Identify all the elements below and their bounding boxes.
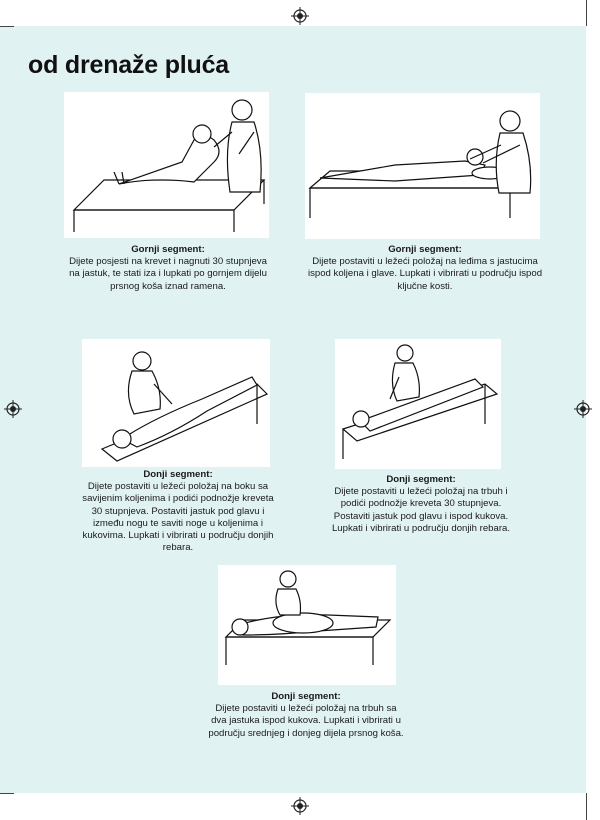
illustration-prone-tilted-drainage	[335, 339, 501, 469]
caption-heading: Donji segment:	[143, 469, 213, 480]
registration-mark-icon	[291, 797, 309, 815]
registration-mark-icon	[4, 400, 22, 418]
caption-text: Dijete postaviti u ležeći položaj na leđima s jastucima ispod koljena i glave. Lupkati i vibrirati u području ispod ključne kosti.	[307, 256, 543, 292]
registration-mark-icon	[574, 400, 592, 418]
caption-heading: Donji segment:	[271, 691, 341, 702]
illustration-prone-flat-drainage	[218, 565, 396, 685]
caption-heading: Gornji segment:	[388, 244, 462, 255]
trim-mark	[586, 793, 587, 820]
caption-card-4	[330, 474, 512, 535]
trim-mark	[586, 0, 587, 26]
caption-card-2	[305, 244, 545, 293]
illustration-supine-drainage	[305, 93, 540, 239]
caption-text: Dijete postaviti u ležeći položaj na trbuh sa dva jastuka ispod kukova. Lupkati i vibrirati u području srednjeg i donjeg dijela prsnog koša.	[208, 703, 404, 739]
registration-mark-icon	[291, 7, 309, 25]
caption-text: Dijete posjesti na krevet i nagnuti 30 stupnjeva na jastuk, te stati iza i lupkati po gornjem dijelu prsnog koša iznad ramena.	[69, 256, 267, 292]
caption-card-3	[82, 469, 274, 554]
caption-card-1	[68, 244, 268, 293]
trim-mark	[0, 793, 14, 794]
caption-heading: Donji segment:	[386, 474, 456, 485]
caption-card-5	[208, 691, 404, 740]
caption-text: Dijete postaviti u ležeći položaj na boku sa savijenim koljenima i podići podnožje kreveta 30 stupnjeva. Postaviti jastuk pod glavu i između nogu te saviti noge u koljenima i kukovima. Lupkati i vibrirati u području donjih rebara.	[82, 481, 274, 554]
illustration-side-lying-drainage	[82, 339, 270, 467]
caption-heading: Gornji segment:	[131, 244, 205, 255]
trim-mark	[0, 26, 14, 27]
page-title: od drenaže pluća	[28, 51, 230, 79]
caption-text: Dijete postaviti u ležeći položaj na trbuh i podići podnožje kreveta 30 stupnjeva. Postaviti jastuk pod glavu i ispod kukova. Lupkati i vibrirati u području donjih rebara.	[331, 486, 511, 534]
illustration-sitting-drainage	[64, 92, 269, 238]
